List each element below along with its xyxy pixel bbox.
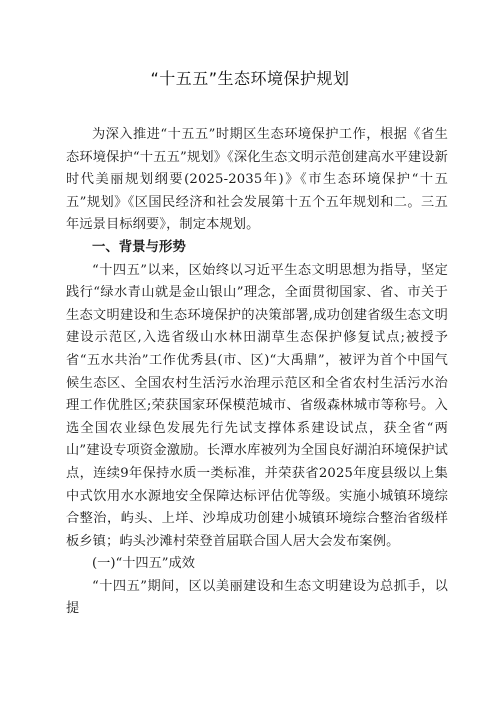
achievements-paragraph: “十四五”期间，区以美丽建设和生态文明建设为总抓手，以提 bbox=[66, 578, 448, 617]
subsection-heading-achievements: (一)“十四五”成效 bbox=[92, 556, 195, 572]
document-title: “十五五”生态环境保护规划 bbox=[150, 69, 350, 88]
document-body bbox=[66, 124, 448, 621]
section-heading-background: 一、背景与形势 bbox=[92, 239, 186, 255]
background-paragraph: “十四五”以来，区始终以习近平生态文明思想为指导，坚定践行“绿水青山就是金山银山”理念，全面贯彻国家、省、市关于生态文明建设和生态环境保护的决策部署,成功创建省级生态文明建设示范区,入选省级山水林田湖草生态保护修复试点;被授予省“五水共治”工作优秀县(市、区)“大禹鼎”，被评为首个中国气候生态区、全国农村生活污水治理示范区和全省农村生活污水治理工作优胜区;荣获国家环保模范城市、省级森林城市等称号。入选全国农业绿色发展先行先试支撑体系建设试点，获全省“两山”建设专项资金激励。长潭水库被列为全国良好湖泊环境保护试点，连续9年保持水质一类标准，并荣获省2025年度县级以上集中式饮用水水源地安全保障达标评估优等级。实施小城镇环境综合整治，屿头、上垟、沙埠成功创建小城镇环境综合整治省级样板乡镇；屿头沙滩村荣登首届联合国人居大会发布案例。 bbox=[66, 262, 448, 549]
intro-paragraph: 为深入推进“十五五”时期区生态环境保护工作，根据《省生态环境保护“十五五”规划》《深化生态文明示范创建高水平建设新时代美丽规划纲要(2025-2035年)》《市生态环境保护“十五五”规划》《区国民经济和社会发展第十五个五年规划和二。三五年远景目标纲要》，制定本规划。 bbox=[66, 127, 448, 233]
